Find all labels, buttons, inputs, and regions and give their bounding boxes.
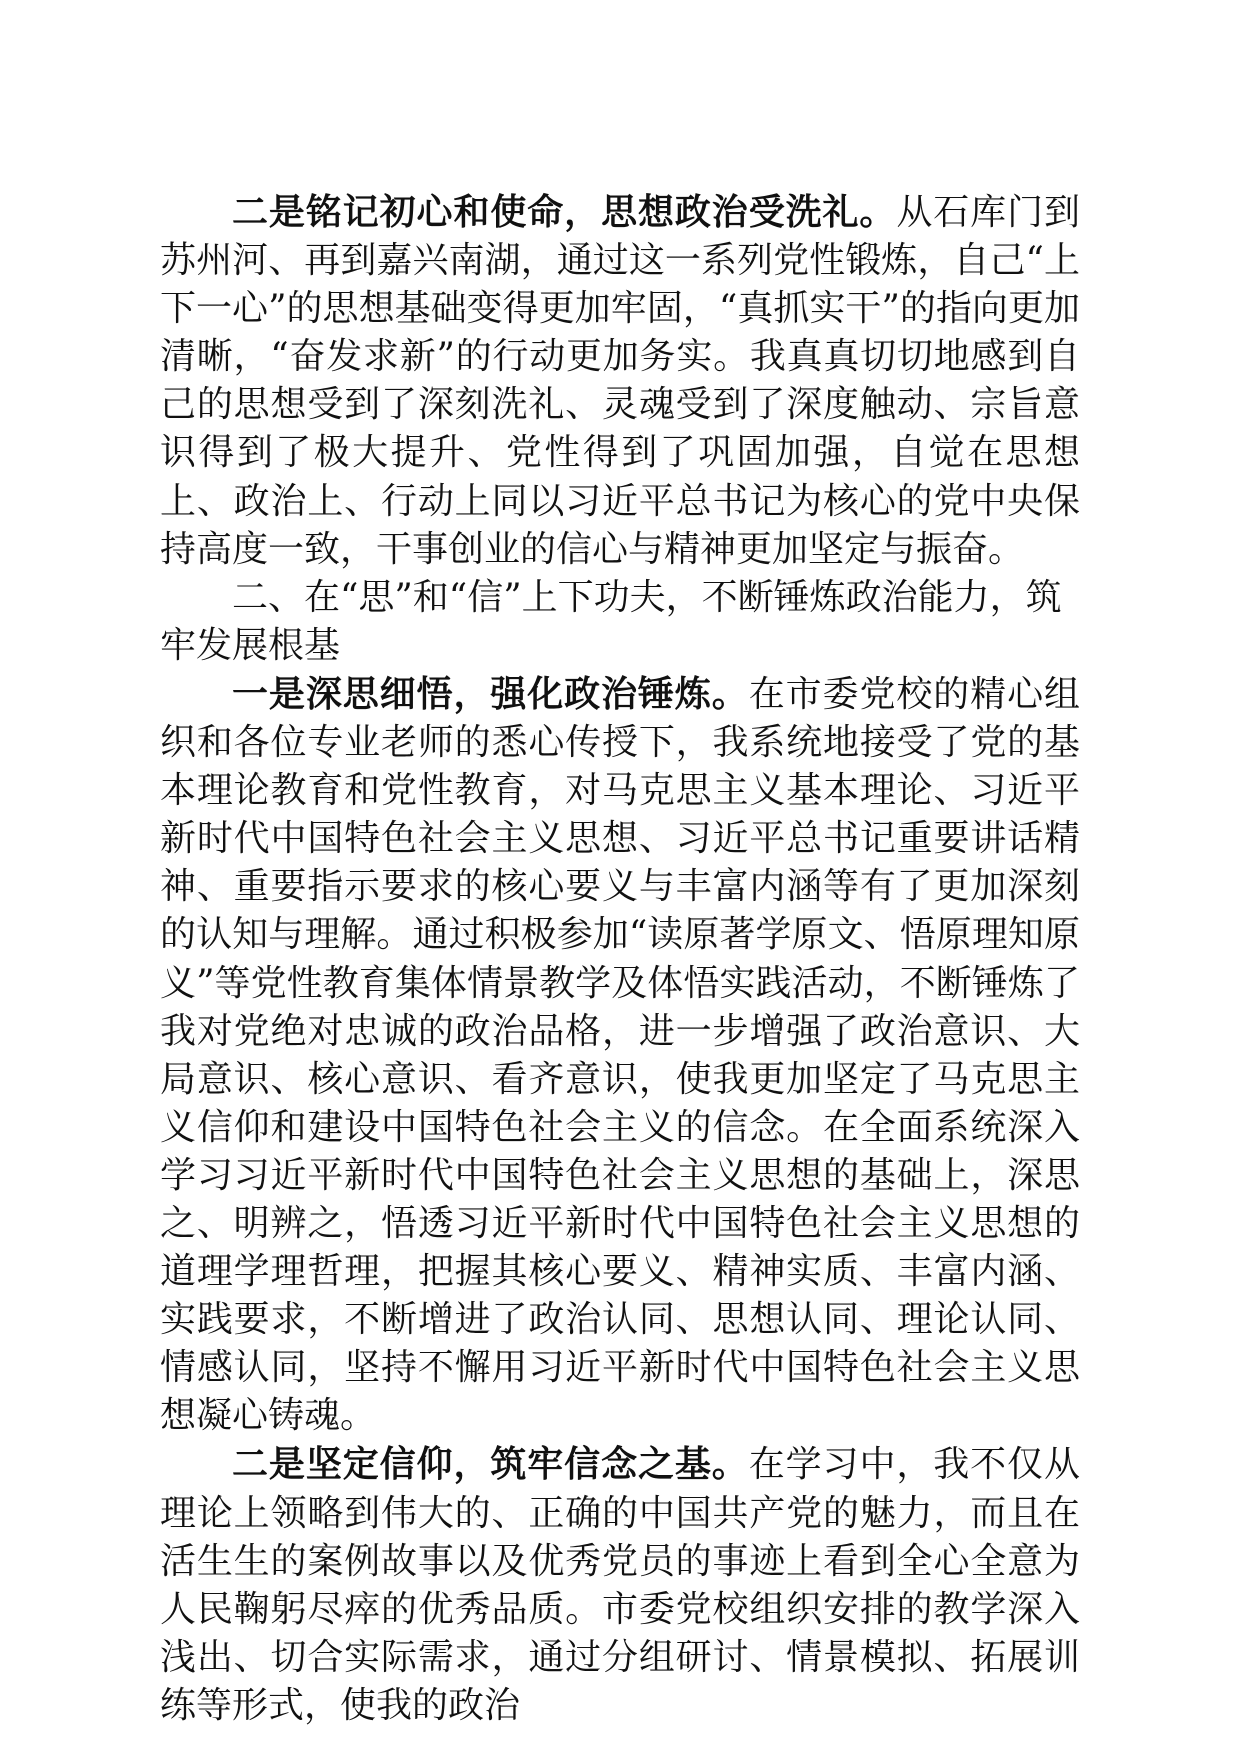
document-body [160, 188, 1080, 1730]
paragraph-lead: 二是铭记初心和使命，思想政治受洗礼。 [232, 191, 897, 233]
paragraph-lead: 二是坚定信仰，筑牢信念之基。 [232, 1443, 749, 1486]
paragraph-ideology-baptism [160, 188, 1080, 574]
paragraph-firm-belief [160, 1440, 1080, 1730]
paragraph-lead: 一是深思细悟，强化政治锤炼。 [232, 672, 749, 715]
paragraph-body: 从石库门到苏州河、再到嘉兴南湖，通过这一系列党性锻炼，自己“上下一心”的思想基础变得更加牢固，“真抓实干”的指向更加清晰，“奋发求新”的行动更加务实。我真真切切地感到自己的思想受到了深刻洗礼、灵魂受到了深度触动、宗旨意识得到了极大提升、党性得到了巩固加强，自觉在思想上、政治上、行动上同以习近平总书记为核心的党中央保持高度一致，干事创业的信心与精神更加坚定与振奋。 [160, 192, 1080, 570]
paragraph-body: 在市委党校的精心组织和各位专业老师的悉心传授下，我系统地接受了党的基本理论教育和党性教育，对马克思主义基本理论、习近平新时代中国特色社会主义思想、习近平总书记重要讲话精神、重要指示要求的核心要义与丰富内涵等有了更加深刻的认知与理解。通过积极参加“读原著学原文、悟原理知原义”等党性教育集体情景教学及体悟实践活动，不断锤炼了我对党绝对忠诚的政治品格，进一步增强了政治意识、大局意识、核心意识、看齐意识，使我更加坚定了马克思主义信仰和建设中国特色社会主义的信念。在全面系统深入学习习近平新时代中国特色社会主义思想的基础上，深思之、明辨之，悟透习近平新时代中国特色社会主义思想的道理学理哲理，把握其核心要义、精神实质、丰富内涵、实践要求，不断增进了政治认同、思想认同、理论认同、情感认同，坚持不懈用习近平新时代中国特色社会主义思想凝心铸魂。 [160, 673, 1080, 1437]
paragraph-political-tempering [160, 670, 1080, 1441]
paragraph-body: 在学习中，我不仅从理论上领略到伟大的、正确的中国共产党的魅力，而且在活生生的案例故事以及优秀党员的事迹上看到全心全意为人民鞠躬尽瘁的优秀品质。市委党校组织安排的教学深入浅出、切合实际需求，通过分组研讨、情景模拟、拓展训练等形式，使我的政治 [160, 1444, 1080, 1726]
section-heading: 二、在“思”和“信”上下功夫，不断锤炼政治能力，筑牢发展根基 [160, 576, 1062, 666]
